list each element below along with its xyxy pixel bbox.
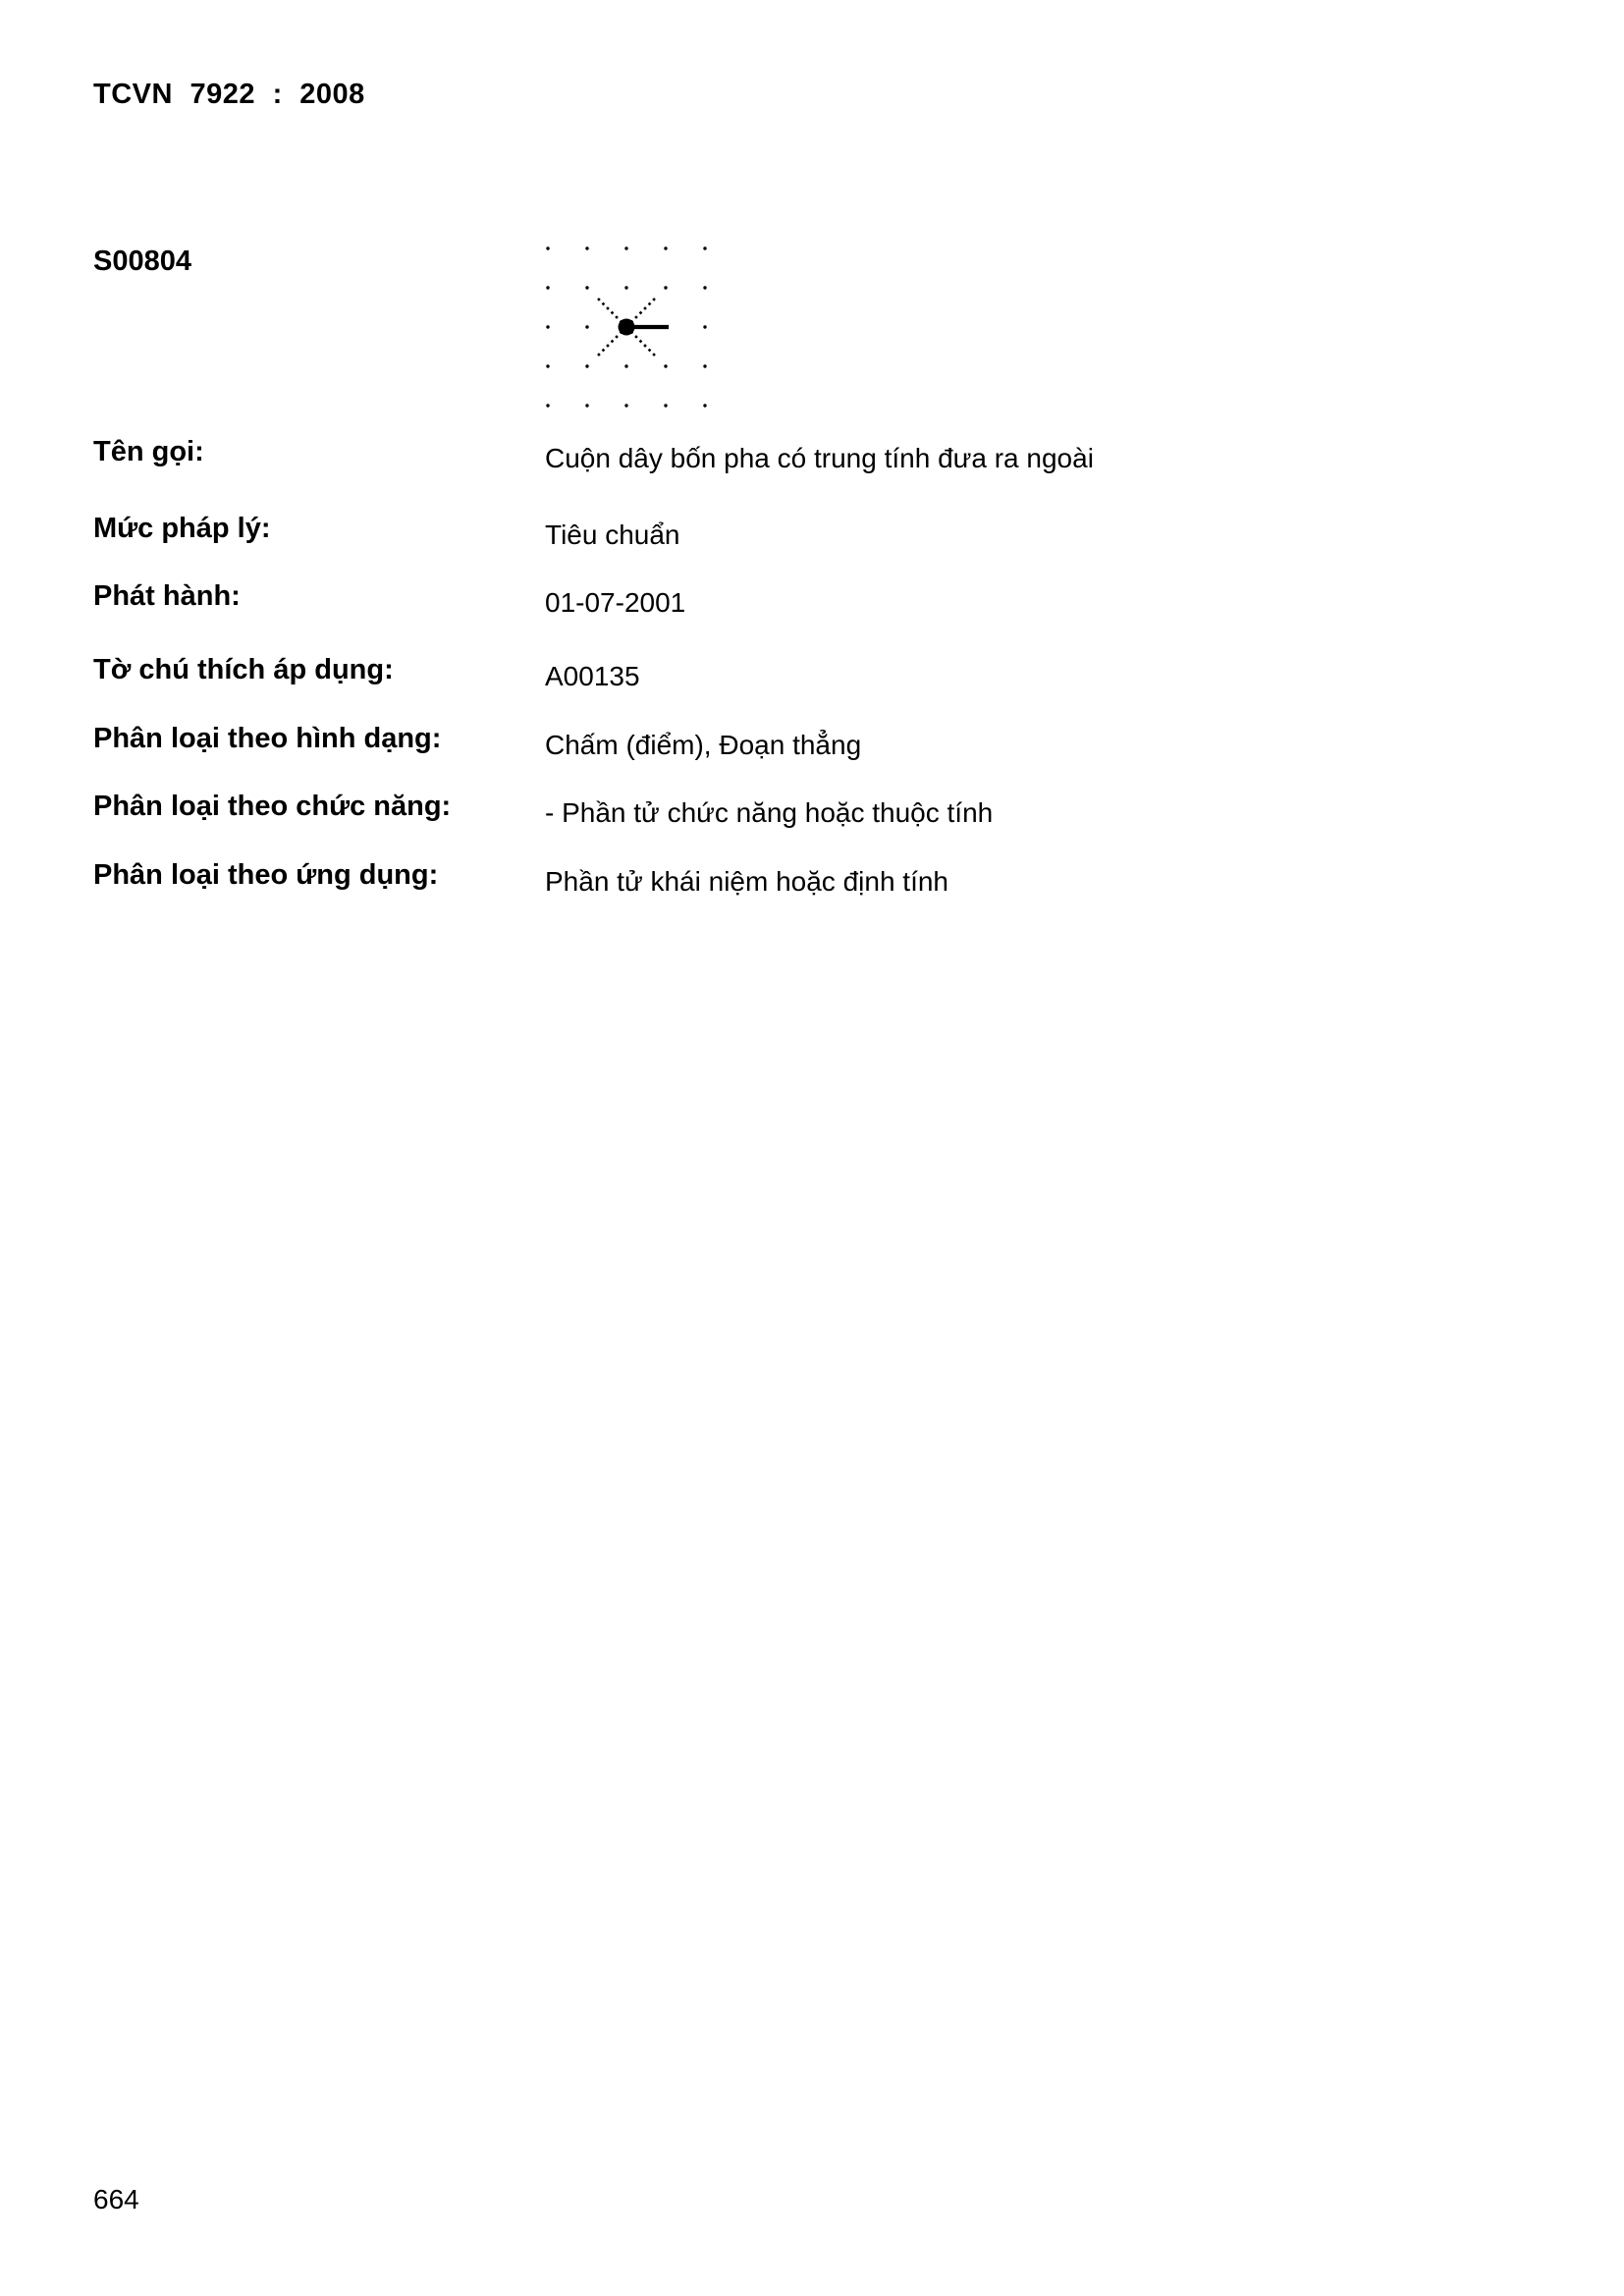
field-row-name xyxy=(93,436,1527,479)
field-label: Tờ chú thích áp dụng: xyxy=(93,654,394,685)
field-label: Mức pháp lý: xyxy=(93,513,271,544)
field-row-application-classification xyxy=(93,859,1527,902)
field-label: Phát hành: xyxy=(93,580,241,612)
symbol-id: S00804 xyxy=(93,246,191,277)
field-value: - Phần tử chức năng hoặc thuộc tính xyxy=(545,797,994,828)
field-row-note-sheet xyxy=(93,654,1527,697)
field-label: Phân loại theo hình dạng: xyxy=(93,723,442,754)
field-value: 01-07-2001 xyxy=(545,587,686,618)
field-label: Tên gọi: xyxy=(93,436,204,467)
field-value: Chấm (điểm), Đoạn thẳng xyxy=(545,730,862,760)
field-label: Phân loại theo ứng dụng: xyxy=(93,859,439,891)
symbol-center-dot xyxy=(619,319,635,336)
field-row-issued xyxy=(93,580,1527,624)
page-number: 664 xyxy=(93,2184,139,2214)
field-label: Phân loại theo chức năng: xyxy=(93,791,452,822)
field-value: Cuộn dây bốn pha có trung tính đưa ra ngoài xyxy=(545,443,1094,473)
field-row-function-classification xyxy=(93,791,1527,834)
field-row-legal-level xyxy=(93,513,1527,556)
four-phase-winding-symbol-icon xyxy=(538,239,719,419)
standard-title: TCVN 7922 : 2008 xyxy=(93,79,365,110)
field-value: Phần tử khái niệm hoặc định tính xyxy=(545,866,949,897)
field-value: Tiêu chuẩn xyxy=(545,519,680,550)
field-value: A00135 xyxy=(545,661,640,691)
field-row-shape-classification xyxy=(93,723,1527,766)
